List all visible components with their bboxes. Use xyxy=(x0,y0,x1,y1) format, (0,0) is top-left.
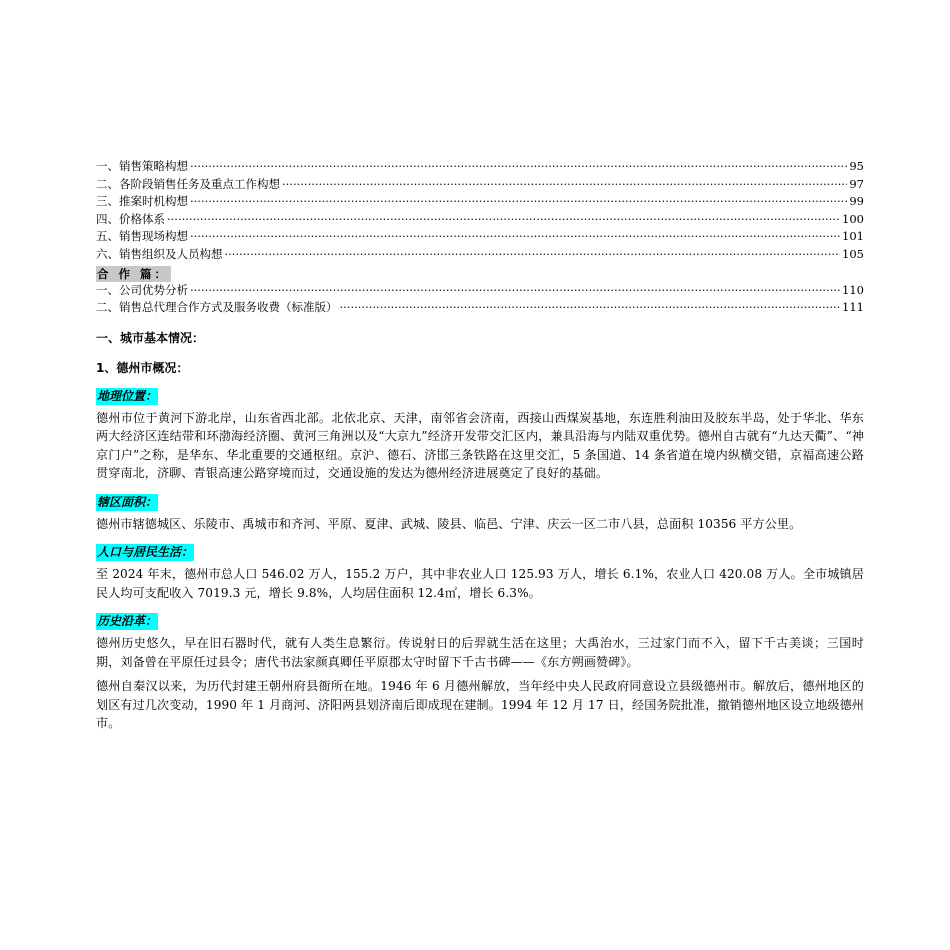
toc-entry[interactable] xyxy=(96,282,864,300)
toc-entry-page: 99 xyxy=(849,194,864,209)
toc-entry-label: 四、价格体系 xyxy=(96,211,165,226)
toc-entry-label: 三、推案时机构想 xyxy=(96,194,188,209)
toc-leader-dots xyxy=(190,158,847,176)
topic-tag-geography: 地理位置： xyxy=(97,388,158,403)
toc-entry-page: 101 xyxy=(842,229,864,244)
toc-entry[interactable] xyxy=(96,228,864,246)
toc-entry[interactable] xyxy=(96,299,864,317)
toc-entry-page: 97 xyxy=(849,176,864,191)
toc-entry-page: 110 xyxy=(842,282,864,297)
toc-leader-dots xyxy=(340,299,841,317)
toc-part-heading: 合 作 篇： xyxy=(97,266,170,281)
toc-entry[interactable] xyxy=(96,193,864,211)
paragraph-geography: 德州市位于黄河下游北岸，山东省西北部。北依北京、天津，南邻省会济南，西接山西煤炭基地，东连胜利油田及胶东半岛，处于华北、华东两大经济区连结带和环渤海经济圈、黄河三角洲以及“大京九”经济开发带交汇区内，兼具沿海与内陆双重优势。德州自古就有“九达天衢”、“神京门户”之称，是华东、华北重要的交通枢纽。京沪、德石、济邯三条铁路在这里交汇，5 条国道、14 条省道在境内纵横交错，京福高速公路贯穿南北，济聊、青银高速公路穿境而过，交通设施的发达为德州经济进展奠定了良好的基础。 xyxy=(96,410,864,481)
toc-leader-dots xyxy=(225,246,841,264)
toc-entry-label: 五、销售现场构想 xyxy=(96,229,188,244)
toc-entry[interactable] xyxy=(96,211,864,229)
paragraph-history-2: 德州自秦汉以来，为历代封建王朝州府县衙所在地。1946 年 6 月德州解放，当年经中央人民政府同意设立县级德州市。解放后，德州地区的划区有过几次变动，1990 年 1 月商河、济阳两县划济南后即成现在建制。1994 年 12 月 17 日，经国务院批准，撤销德州地区设立地级德州市。 xyxy=(96,679,864,731)
topic-tag-population: 人口与居民生活： xyxy=(97,545,194,560)
toc-entry-page: 95 xyxy=(849,159,864,173)
subsection-title: 1、德州市概况： xyxy=(96,360,189,375)
topic-tag-row xyxy=(96,385,864,403)
toc-entry-label: 二、销售总代理合作方式及服务收费（标准版） xyxy=(96,300,338,315)
topic-tag-history: 历史沿革： xyxy=(97,614,158,629)
toc-entry-page: 105 xyxy=(842,246,864,261)
document-page xyxy=(96,158,864,733)
toc-entry-label: 一、公司优势分析 xyxy=(96,282,188,297)
toc-leader-dots xyxy=(190,282,840,300)
toc-leader-dots xyxy=(190,228,840,246)
toc-entry[interactable] xyxy=(96,246,864,264)
toc-entry-label: 一、销售策略构想 xyxy=(96,159,188,173)
toc-leader-dots xyxy=(167,211,840,229)
topic-tag-row xyxy=(96,610,864,628)
toc-entry-label: 二、各阶段销售任务及重点工作构想 xyxy=(96,176,280,191)
table-of-contents xyxy=(96,158,864,317)
toc-leader-dots xyxy=(282,176,847,194)
toc-entry[interactable] xyxy=(96,176,864,194)
toc-entry[interactable] xyxy=(96,158,864,176)
paragraph-population: 至 2024 年末，德州市总人口 546.02 万人，155.2 万户，其中非农业人口 125.93 万人，增长 6.1%，农业人口 420.08 万人。全市城镇居民人均可支配收入 7019.3 元，增长 9.8%，人均居住面积 12.4㎡，增长 6.3%。 xyxy=(96,567,864,600)
toc-part-heading-row xyxy=(96,264,864,282)
section-title: 一、城市基本情况： xyxy=(96,330,205,345)
toc-leader-dots xyxy=(190,193,847,211)
toc-entry-page: 111 xyxy=(842,300,864,315)
toc-entry-label: 六、销售组织及人员构想 xyxy=(96,246,223,261)
topic-tag-area: 辖区面积： xyxy=(97,494,158,509)
topic-tag-row xyxy=(96,491,864,509)
paragraph-history-1: 德州历史悠久，早在旧石器时代，就有人类生息繁衍。传说射日的后羿就生活在这里；大禹治水，三过家门而不入，留下千古美谈；三国时期，刘备曾在平原任过县令；唐代书法家颜真卿任平原郡太守时留下千古书碑——《东方朔画赞碑》。 xyxy=(96,636,864,669)
toc-entry-page: 100 xyxy=(842,211,864,226)
paragraph-area: 德州市辖德城区、乐陵市、禹城市和齐河、平原、夏津、武城、陵县、临邑、宁津、庆云一区二市八县，总面积 10356 平方公里。 xyxy=(96,516,802,531)
topic-tag-row xyxy=(96,541,864,559)
